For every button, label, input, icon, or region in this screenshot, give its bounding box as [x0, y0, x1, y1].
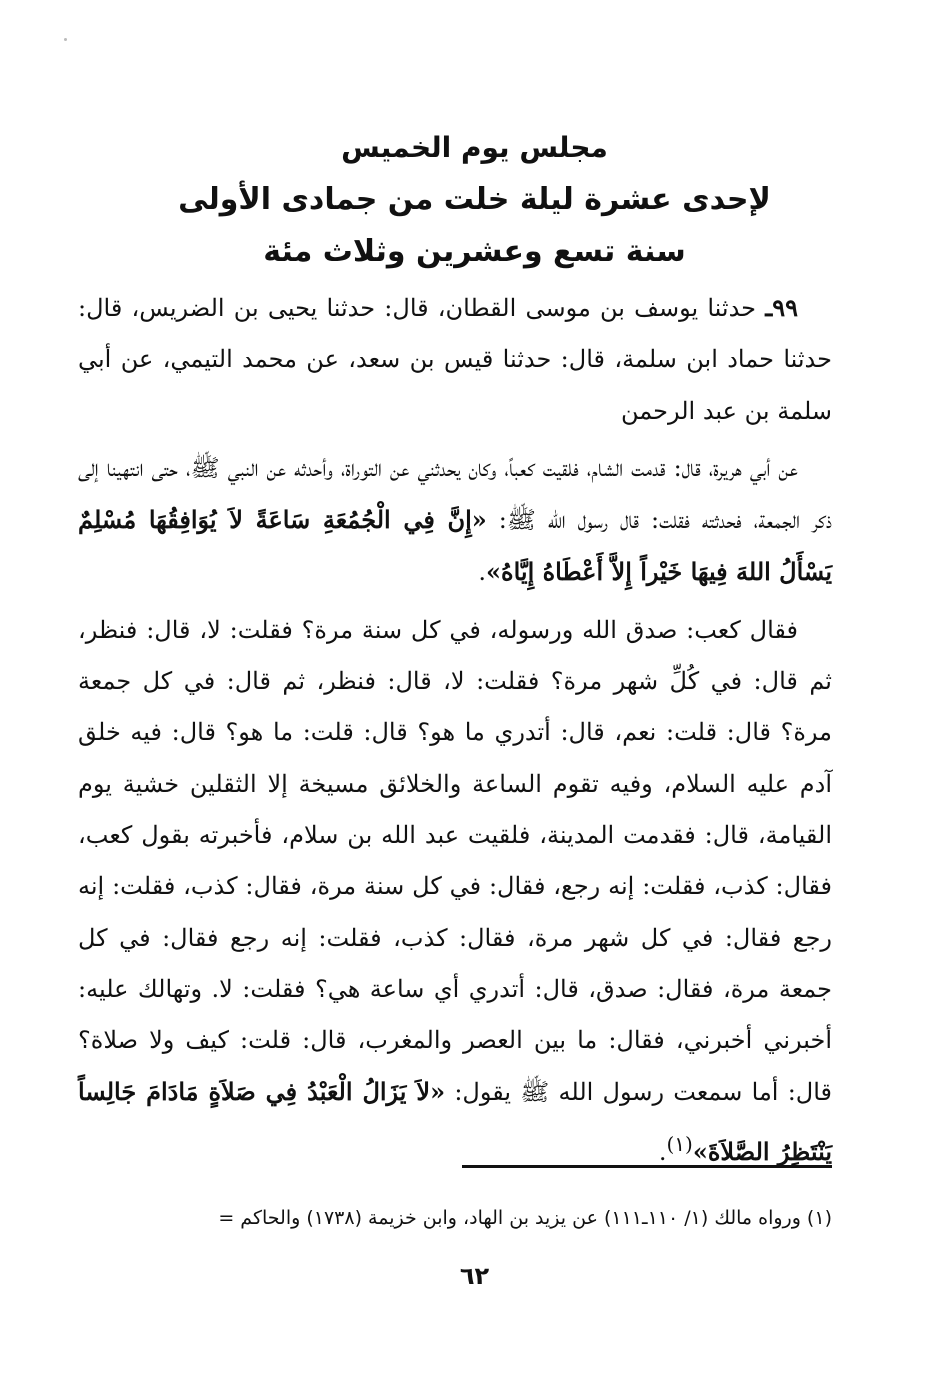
- session-date-line: لإحدى عشرة ليلة خلت من جمادى الأولى: [178, 182, 771, 217]
- hadith-quote: «إِنَّ فِي الْجُمُعَةِ سَاعَةً لاَ يُوَافِقُهَا مُسْلِمٌ يَسْأَلُ اللهَ فِيهَا خَيْراً إِلاَّ أَعْطَاهُ إِيَّاهُ»: [78, 505, 832, 587]
- scan-speck: [64, 38, 67, 41]
- paragraph-abu-hurayra: [78, 443, 832, 599]
- hadith-quote: «لاَ يَزَالُ الْعَبْدُ فِي صَلاَةٍ مَادَامَ جَالِساً يَنْتَظِرُ الصَّلاَةَ»: [78, 1077, 832, 1166]
- footnote: (١) ورواه مالك (١/ ١١٠ـ١١١) عن يزيد بن الهاد، وابن خزيمة (١٧٣٨) والحاكم =: [218, 1207, 832, 1229]
- footnote-reference: (١): [666, 1131, 693, 1156]
- paragraph-isnad: [78, 282, 832, 437]
- session-heading: [60, 122, 889, 278]
- paragraph-end: .: [478, 558, 486, 587]
- page-number: ٦٢: [459, 1262, 490, 1290]
- paragraph-kaab: [78, 605, 832, 1178]
- session-title: مجلس يوم الخميس: [341, 131, 608, 164]
- hadith-number: ٩٩ـ: [765, 293, 798, 322]
- isnad-text: حدثنا يوسف بن موسى القطان، قال: حدثنا يحيى بن الضريس، قال: حدثنا حماد ابن سلمة، قال: حدثنا قيس بن سعد، عن محمد التيمي، عن أبي سلمة بن عبد الرحمن: [78, 294, 832, 425]
- session-year-line: سنة تسع وعشرين وثلاث مئة: [263, 234, 686, 269]
- main-text: [78, 282, 832, 1184]
- footnote-divider: [462, 1165, 832, 1168]
- narration-text: فقال كعب: صدق الله ورسوله، في كل سنة مرة؟ فقلت: لا، قال: فنظر، ثم قال: في كُلِّ شهر مرة؟ فقلت: لا، قال: فنظر، ثم قال: في كل جمعة مرة؟ قال: قلت: نعم، قال: أتدري ما هو؟ قال: قلت: ما هو؟ قال: فيه خلق آدم عليه السلام، وفيه تقوم الساعة والخلائق مسيخة إلا الثقلين خشية يوم القيامة، قال: فقدمت المدينة، فلقيت عبد الله بن سلام، فأخبرته بقول كعب، فقال: كذب، فقلت: إنه رجع، فقال: في كل سنة مرة، فقال: كذب، فقلت: إنه رجع فقال: في كل شهر مرة، فقال: كذب، فقلت: إنه رجع فقال: في كل جمعة مرة، فقال: صدق، قال: أتدري أي ساعة هي؟ فقلت: لا. وتهالك عليه: أخبرني أخبرني، فقال: ما بين العصر والمغرب، قال: قلت: كيف ولا صلاة؟ قال: أما سمعت رسول الله ﷺ يقول:: [78, 615, 833, 1107]
- paragraph-end: .: [658, 1137, 667, 1166]
- narration-text: عن أبي هريرة، قال: قدمت الشام، فلقيت كعباً، وكان يحدثني عن التوراة، وأحدثه عن النبي ﷺ، حتى انتهينا إلى ذكر الجمعة، فحدثته فقلت: قال رسول الله ﷺ:: [78, 453, 832, 535]
